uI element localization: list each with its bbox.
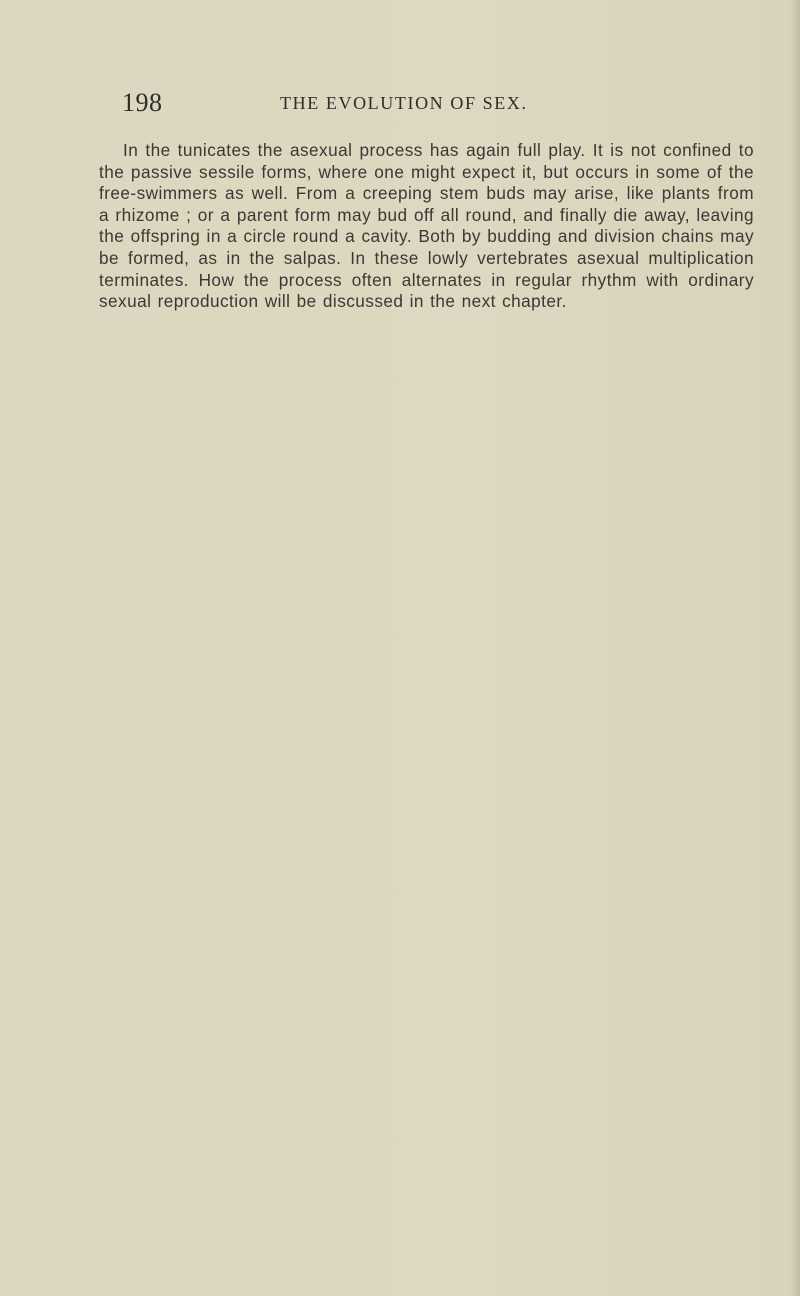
body-paragraph: In the tunicates the asexual process has again full play. It is not confined to the passive sessile forms, where one might expect it, but occurs in some of the free-swimmers as well. From a creeping stem buds may arise, like plants from a rhizome ; or a parent form may bud off all round, and finally die away, leaving the offspring in a circle round a cavity. Both by budding and division chains may be formed, as in the salpas. In these lowly vertebrates asexual multiplication terminates. How the process often alternates in regular rhythm with ordinary sexual reproduction will be discussed in the next chapter. <box>99 140 754 312</box>
running-title: THE EVOLUTION OF SEX. <box>280 93 528 113</box>
running-head <box>122 86 762 120</box>
page-edge-shadow <box>790 0 800 1296</box>
page-number: 198 <box>122 88 163 117</box>
